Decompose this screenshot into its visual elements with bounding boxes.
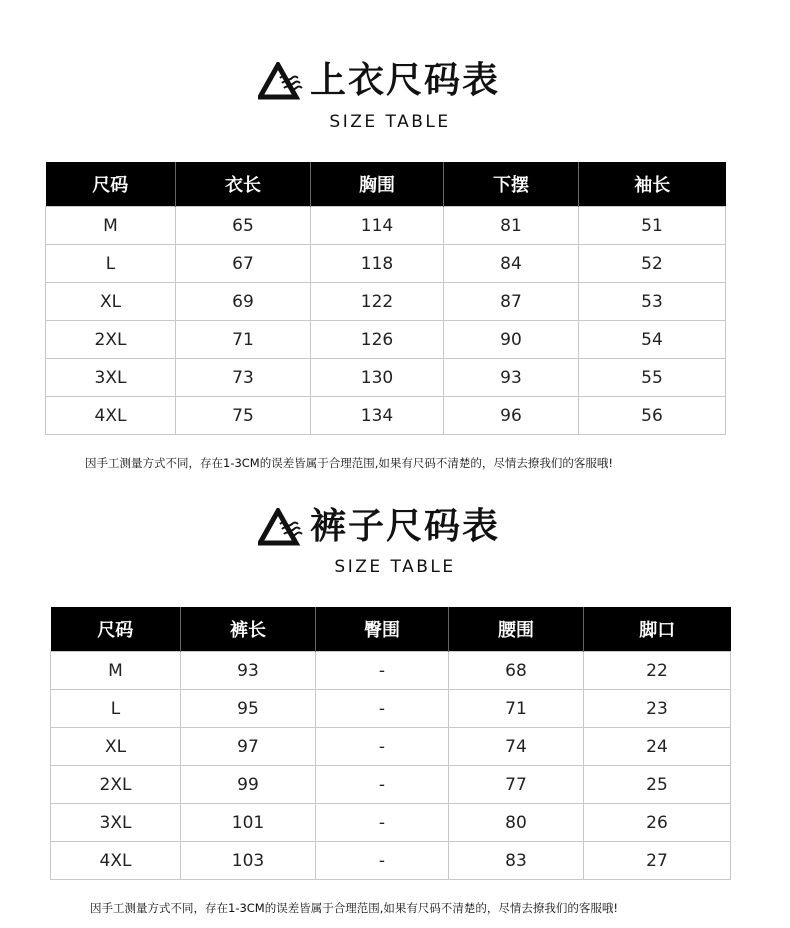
table-row bbox=[51, 804, 731, 842]
table-cell: 93 bbox=[181, 652, 316, 690]
table-cell: - bbox=[316, 690, 449, 728]
table-cell: 130 bbox=[311, 359, 444, 397]
column-header-length: 衣长 bbox=[176, 162, 311, 207]
table-cell: 95 bbox=[181, 690, 316, 728]
column-header-hip: 臀围 bbox=[316, 607, 449, 652]
triangle-wave-logo-icon bbox=[258, 508, 306, 546]
table-cell: - bbox=[316, 842, 449, 880]
table-cell: 83 bbox=[449, 842, 584, 880]
table-cell: 103 bbox=[181, 842, 316, 880]
table-cell: 74 bbox=[449, 728, 584, 766]
column-header-size: 尺码 bbox=[46, 162, 176, 207]
table-cell: 96 bbox=[444, 397, 579, 435]
table-cell: 101 bbox=[181, 804, 316, 842]
table-cell: 81 bbox=[444, 207, 579, 245]
table-row bbox=[46, 207, 726, 245]
table-cell: 2XL bbox=[46, 321, 176, 359]
table-row bbox=[51, 652, 731, 690]
column-header-leg-opening: 脚口 bbox=[584, 607, 731, 652]
table-cell: 56 bbox=[579, 397, 726, 435]
table-cell: 84 bbox=[444, 245, 579, 283]
column-header-size: 尺码 bbox=[51, 607, 181, 652]
table-cell: 52 bbox=[579, 245, 726, 283]
pants-size-subtitle: SIZE TABLE bbox=[334, 557, 456, 577]
table-cell: - bbox=[316, 728, 449, 766]
column-header-length: 裤长 bbox=[181, 607, 316, 652]
table-cell: 71 bbox=[176, 321, 311, 359]
shirt-size-table bbox=[45, 162, 726, 435]
pants-size-table bbox=[50, 607, 731, 880]
table-cell: 69 bbox=[176, 283, 311, 321]
table-cell: - bbox=[316, 652, 449, 690]
table-cell: 53 bbox=[579, 283, 726, 321]
table-cell: 24 bbox=[584, 728, 731, 766]
column-header-sleeve: 袖长 bbox=[579, 162, 726, 207]
table-cell: 71 bbox=[449, 690, 584, 728]
pants-size-title-text: 裤子尺码表 bbox=[310, 506, 501, 547]
table-cell: 55 bbox=[579, 359, 726, 397]
table-cell: 22 bbox=[584, 652, 731, 690]
table-cell: 122 bbox=[311, 283, 444, 321]
table-cell: 25 bbox=[584, 766, 731, 804]
table-cell: 3XL bbox=[46, 359, 176, 397]
table-row bbox=[51, 690, 731, 728]
table-header-row bbox=[46, 162, 726, 207]
table-cell: 4XL bbox=[46, 397, 176, 435]
table-cell: M bbox=[51, 652, 181, 690]
table-cell: - bbox=[316, 804, 449, 842]
table-cell: M bbox=[46, 207, 176, 245]
column-header-hem: 下摆 bbox=[444, 162, 579, 207]
table-cell: 68 bbox=[449, 652, 584, 690]
table-cell: 97 bbox=[181, 728, 316, 766]
table-cell: 118 bbox=[311, 245, 444, 283]
pants-measurement-note: 因手工测量方式不同，存在1-3CM的误差皆属于合理范围,如果有尺码不清楚的，尽情去撩我们的客服哦! bbox=[90, 901, 618, 915]
table-cell: XL bbox=[46, 283, 176, 321]
table-cell: L bbox=[51, 690, 181, 728]
table-cell: L bbox=[46, 245, 176, 283]
triangle-wave-logo-icon bbox=[258, 62, 306, 100]
table-cell: 26 bbox=[584, 804, 731, 842]
column-header-waist: 腰围 bbox=[449, 607, 584, 652]
table-header-row bbox=[51, 607, 731, 652]
shirt-size-title bbox=[258, 62, 500, 100]
table-cell: XL bbox=[51, 728, 181, 766]
table-row bbox=[51, 842, 731, 880]
table-cell: 51 bbox=[579, 207, 726, 245]
table-cell: 87 bbox=[444, 283, 579, 321]
table-row bbox=[46, 283, 726, 321]
pants-size-title bbox=[258, 508, 500, 546]
table-cell: 80 bbox=[449, 804, 584, 842]
table-row bbox=[46, 359, 726, 397]
table-row bbox=[46, 397, 726, 435]
shirt-measurement-note: 因手工测量方式不同，存在1-3CM的误差皆属于合理范围,如果有尺码不清楚的，尽情去撩我们的客服哦! bbox=[85, 456, 613, 470]
table-cell: 99 bbox=[181, 766, 316, 804]
table-cell: 65 bbox=[176, 207, 311, 245]
shirt-size-title-text: 上衣尺码表 bbox=[310, 60, 501, 101]
table-cell: 27 bbox=[584, 842, 731, 880]
table-row bbox=[46, 321, 726, 359]
table-cell: 93 bbox=[444, 359, 579, 397]
table-cell: 77 bbox=[449, 766, 584, 804]
table-cell: 73 bbox=[176, 359, 311, 397]
table-cell: 54 bbox=[579, 321, 726, 359]
table-cell: - bbox=[316, 766, 449, 804]
shirt-size-subtitle: SIZE TABLE bbox=[329, 112, 451, 132]
table-cell: 75 bbox=[176, 397, 311, 435]
table-cell: 3XL bbox=[51, 804, 181, 842]
table-row bbox=[51, 766, 731, 804]
table-cell: 67 bbox=[176, 245, 311, 283]
table-cell: 134 bbox=[311, 397, 444, 435]
table-row bbox=[51, 728, 731, 766]
table-cell: 90 bbox=[444, 321, 579, 359]
table-row bbox=[46, 245, 726, 283]
table-cell: 4XL bbox=[51, 842, 181, 880]
table-cell: 114 bbox=[311, 207, 444, 245]
column-header-chest: 胸围 bbox=[311, 162, 444, 207]
table-cell: 23 bbox=[584, 690, 731, 728]
table-cell: 2XL bbox=[51, 766, 181, 804]
table-cell: 126 bbox=[311, 321, 444, 359]
